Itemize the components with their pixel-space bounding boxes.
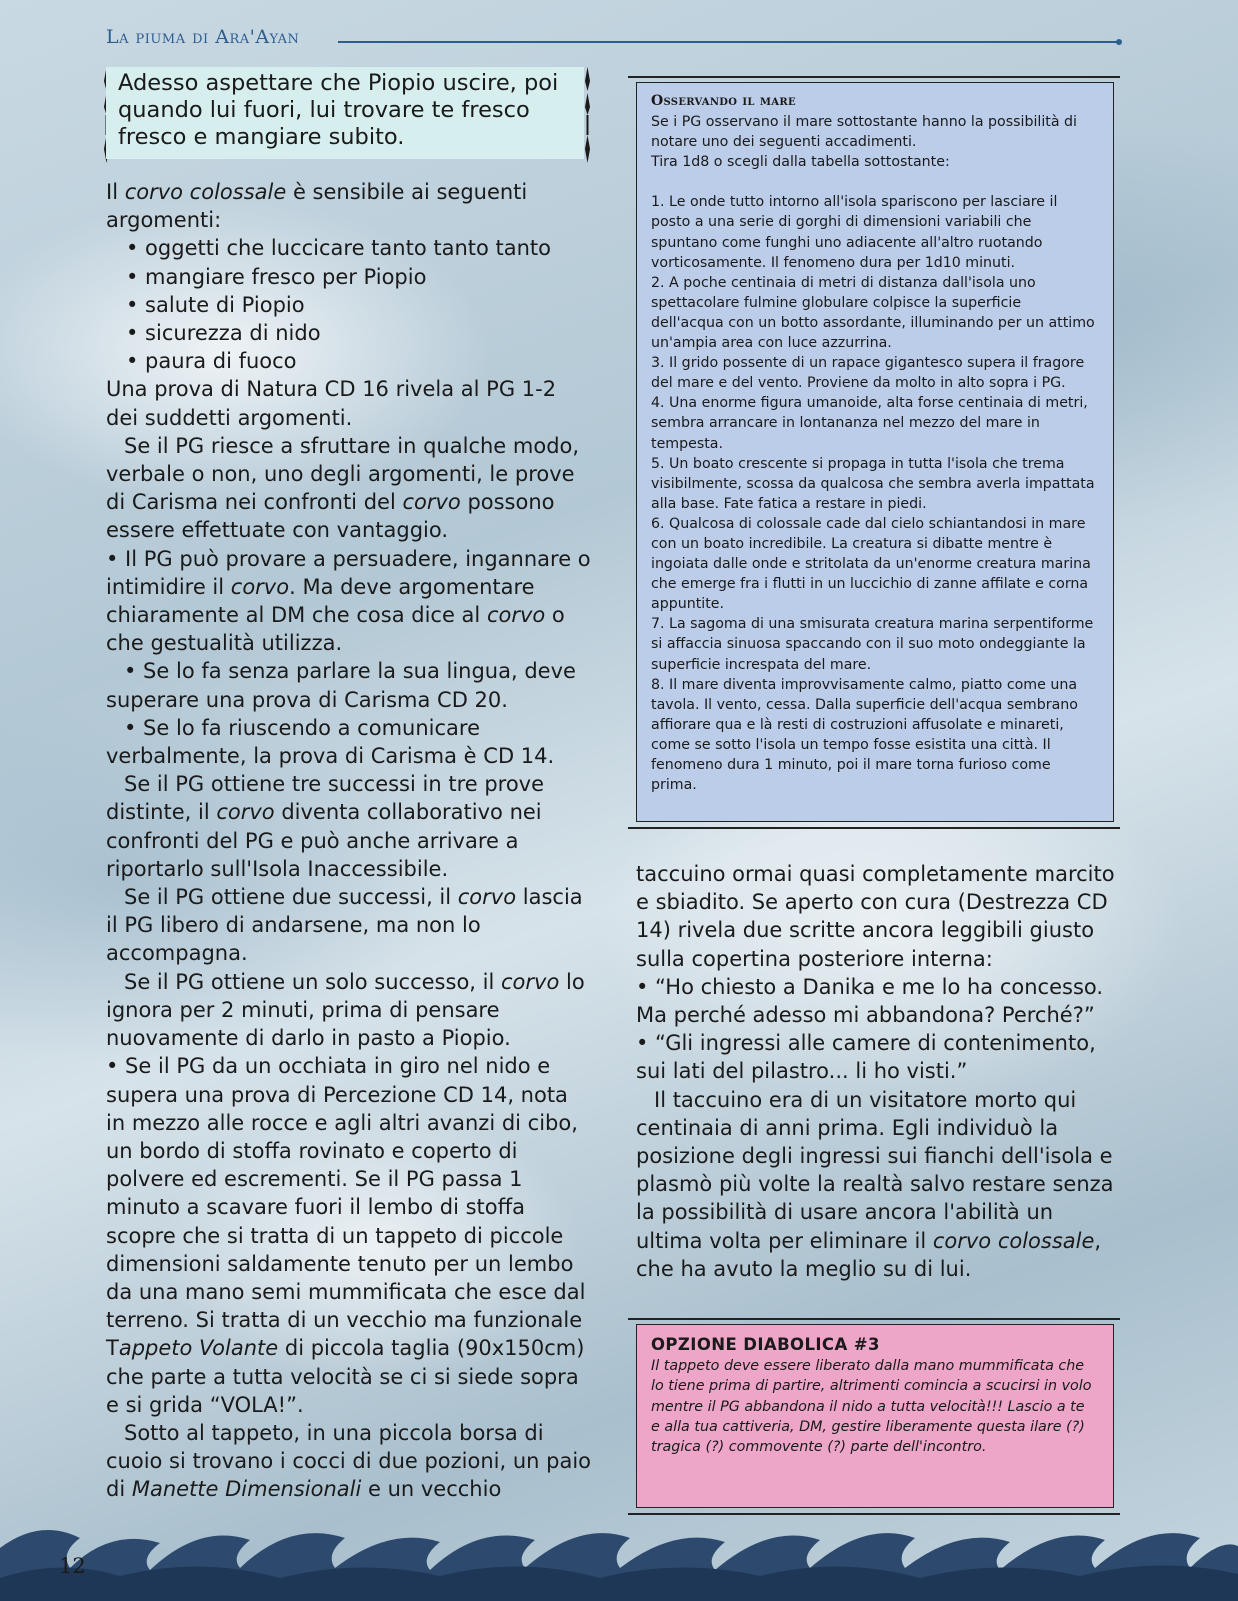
paragraph: Il taccuino era di un visitatore morto qui centinaia di anni prima. Egli individuò la posizione degli ingressi sui fianchi dell'isola e plasmò più volte la realtà salvo restare senza la possibilità di usare ancora l'abilità un ultima volta per eliminare il corvo colossale, che ha avuto la meglio su di lui.	[636, 1087, 1114, 1281]
paragraph: • Il PG può provare a persuadere, ingannare o intimidire il corvo. Ma deve argomentare chiaramente al DM che cosa dice al corvo o che gestualità utilizza.	[106, 546, 591, 656]
paragraph: • Se lo fa senza parlare la sua lingua, deve superare una prova di Carisma CD 20.	[106, 659, 576, 712]
sidebar-instruction: Tira 1d8 o scegli dalla tabella sottostante:	[651, 154, 950, 171]
sidebar-item: 5. Un boato crescente si propaga in tutta l'isola che trema visibilmente, scossa da qualcosa che sembra averla impattata alla base. Fate fatica a restare in piedi.	[651, 455, 1095, 512]
opzione-body: Il tappeto deve essere liberato dalla mano mummificata che lo tiene prima di partire, altrimenti comincia a scucirsi in volo mentre il PG abbandona il nido a tutta velocità!!! Lascio a te e alla tua cattiveria, DM, gestire liberamente questa ilare (?) tragica (?) commovente (?) parte dell'incontro.	[651, 1358, 1092, 1456]
quote-line: • “Gli ingressi alle camere di contenimento, sui lati del pilastro... li ho visti.”	[636, 1031, 1096, 1084]
list-item: • sicurezza di nido	[126, 321, 321, 346]
sidebar-top-rule	[628, 76, 1120, 78]
sidebar-item: 8. Il mare diventa improvvisamente calmo, piatto come una tavola. Il vento, cessa. Dalla superficie dell'acqua sembrano affiorare qua e là resti di costruzioni affusolate e minareti, come se sotto l'isola un tempo fosse esistita una città. Il fenomeno dura 1 minuto, poi il mare torna furioso come prima.	[651, 676, 1078, 794]
sidebar-item: 7. La sagoma di una smisurata creatura marina serpentiforme si affaccia sinuosa spaccando con il suo moto ondeggiante la superficie increspata del mare.	[651, 616, 1094, 673]
paragraph: Se il PG ottiene due successi, il corvo lascia il PG libero di andarsene, ma non lo accompagna.	[106, 885, 583, 966]
list-item: • oggetti che luccicare tanto tanto tanto	[126, 236, 552, 261]
paragraph: Una prova di Natura CD 16 rivela al PG 1-2 dei suddetti argomenti.	[106, 377, 557, 430]
quote-line: • “Ho chiesto a Danika e me lo ha concesso. Ma perché adesso mi abbandona? Perché?”	[636, 974, 1104, 1028]
paragraph: taccuino ormai quasi completamente marcito e sbiadito. Se aperto con cura (Destrezza CD 14) rivela due scritte ancora leggibili giusto sulla copertina posteriore interna:	[636, 862, 1115, 971]
sidebar-osservando-il-mare	[636, 82, 1114, 822]
header-title: La piuma di Ara'Ayan	[106, 26, 300, 48]
sidebar-item: 1. Le onde tutto intorno all'isola spariscono per lasciare il posto a una serie di gorghi di dimensioni variabili che spuntano come funghi uno adiacente all'altro ruotando vorticosamente. Il fenomeno dura per 1d10 minuti.	[651, 194, 1058, 271]
quote-ornament-right-icon	[583, 67, 592, 163]
sidebar-intro: Se i PG osservano il mare sottostante hanno la possibilità di notare uno dei seguenti accadimenti.	[651, 114, 1077, 151]
sidebar-item: 2. A poche centinaia di metri di distanza dall'isola uno spettacolare fulmine globulare colpisce la superficie dell'acqua con un botto assordante, illuminando per un attimo un'ampia area con luce azzurrina.	[651, 274, 1095, 352]
list-item: • salute di Piopio	[126, 292, 305, 317]
opzione-title: OPZIONE DIABOLICA #3	[651, 1335, 880, 1354]
page-number: 12	[59, 1554, 86, 1578]
list-item: • mangiare fresco per Piopio	[126, 264, 427, 289]
list-item: • paura di fuoco	[126, 349, 297, 374]
header-rule	[338, 41, 1118, 43]
sidebar-bottom-rule	[628, 827, 1120, 829]
right-column	[636, 860, 1122, 1283]
sidebar-title: Osservando il mare	[651, 93, 796, 109]
opzione-diabolica-box	[636, 1324, 1114, 1508]
waves-footer-decoration	[0, 1508, 1238, 1601]
paragraph-intro: Il corvo colossale è sensibile ai seguenti argomenti:	[106, 180, 528, 233]
paragraph: • Se il PG da un occhiata in giro nel nido e supera una prova di Percezione CD 14, nota in mezzo alle rocce e agli altri avanzi di cibo, un bordo di stoffa rovinato e coperto di polvere ed escrementi. Se il PG passa 1 minuto a scavare fuori il lembo di stoffa scopre che si tratta di un tappeto di piccole dimensioni saldamente tenuto per un lembo da una mano semi mummificata che esce dal terreno. Si tratta di un vecchio ma funzionale Tappeto Volante di piccola taglia (90x150cm) che parte a tutta velocità se ci si siede sopra e si grida “VOLA!”.	[106, 1054, 586, 1417]
paragraph: Se il PG riesce a sfruttare in qualche modo, verbale o non, uno degli argomenti, le prove di Carisma nei confronti del corvo possono essere effettuate con vantaggio.	[106, 433, 580, 543]
quote-text: Adesso aspettare che Piopio uscire, poi quando lui fuori, lui trovare te fresco fresco e mangiare subito.	[118, 70, 559, 150]
paragraph: Sotto al tappeto, in una piccola borsa di cuoio si trovano i cocci di due pozioni, un paio di Manette Dimensionali e un vecchio	[106, 1420, 592, 1502]
paragraph: Se il PG ottiene tre successi in tre prove distinte, il corvo diventa collaborativo nei confronti del PG e può anche arrivare a riportarlo sull'Isola Inaccessibile.	[106, 772, 545, 881]
left-column	[106, 178, 592, 1504]
quote-box	[106, 67, 584, 159]
opzione-top-rule	[628, 1318, 1120, 1320]
paragraph: • Se lo fa riuscendo a comunicare verbalmente, la prova di Carisma è CD 14.	[106, 715, 555, 769]
topic-list	[106, 234, 592, 375]
paragraph: Se il PG ottiene un solo successo, il corvo lo ignora per 2 minuti, prima di pensare nuovamente di darlo in pasto a Piopio.	[106, 969, 585, 1051]
sidebar-item: 3. Il grido possente di un rapace gigantesco supera il fragore del mare e del vento. Proviene da molto in alto sopra i PG.	[651, 355, 1085, 392]
sidebar-item: 6. Qualcosa di colossale cade dal cielo schiantandosi in mare con un boato incredibile. La creatura si dibatte mentre è ingoiata dalle onde e stritolata da un'enorme creatura marina che emerge fra i flutti in un luccichio di zanne affilate e corna appuntite.	[651, 515, 1091, 613]
sidebar-item: 4. Una enorme figura umanoide, alta forse centinaia di metri, sembra arrancare in lontananza nel mezzo del mare in tempesta.	[651, 395, 1088, 452]
